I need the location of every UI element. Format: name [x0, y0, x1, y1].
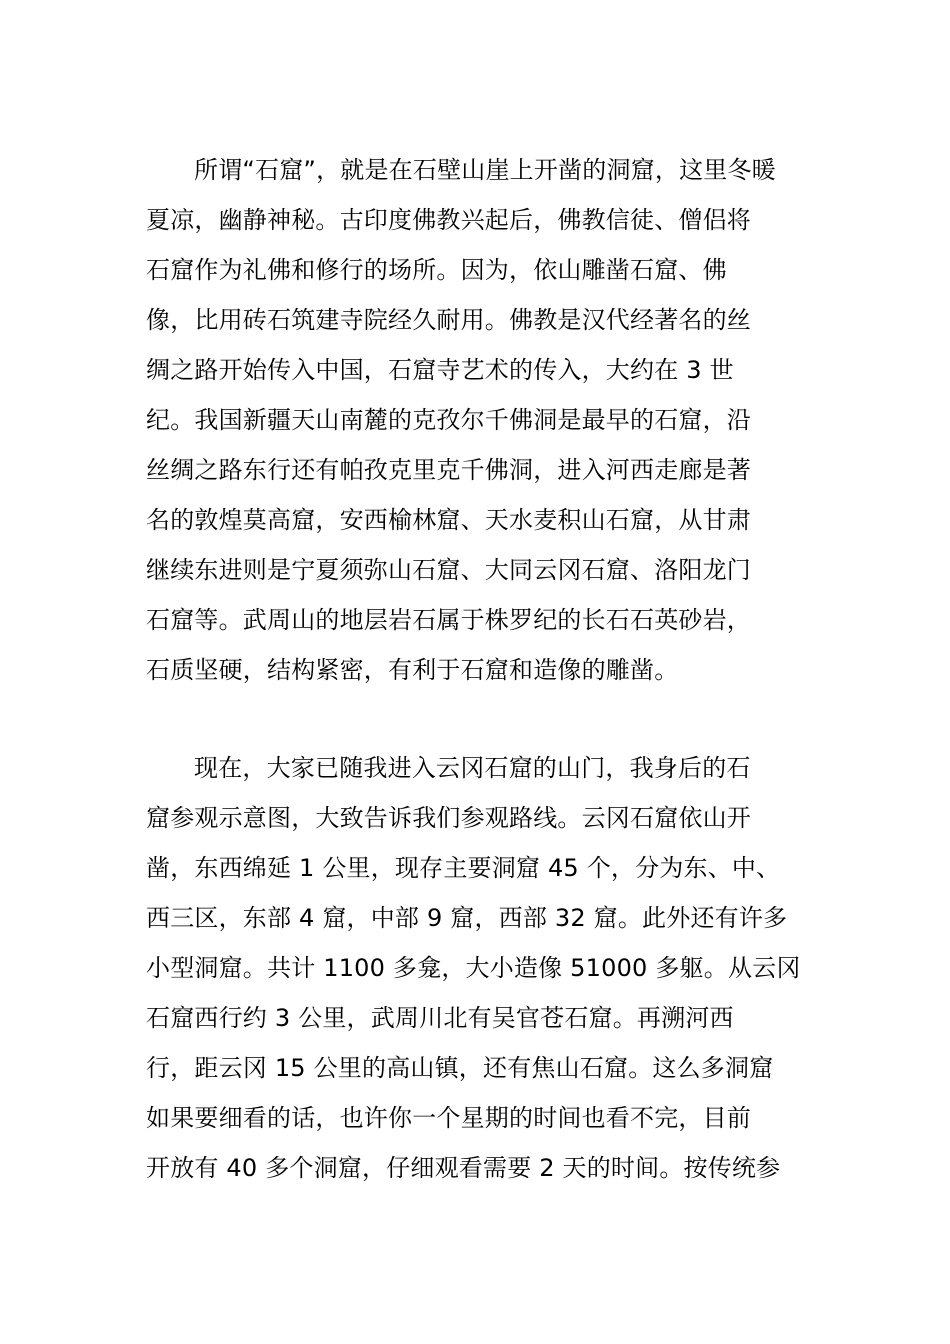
text-line: 绸之路开始传入中国，石窟寺艺术的传入，大约在 3 世 — [146, 356, 734, 384]
text-line: 石质坚硬，结构紧密，有利于石窟和造像的雕凿。 — [146, 656, 679, 684]
text-line: 西三区，东部 4 窟，中部 9 窟，西部 32 窟。此外还有许多 — [146, 904, 788, 932]
text-line: 如果要细看的话，也许你一个星期的时间也看不完，目前 — [146, 1104, 751, 1132]
text-line: 丝绸之路东行还有帕孜克里克千佛洞，进入河西走廊是著 — [146, 456, 751, 484]
text-line: 小型洞窟。共计 1100 多龛，大小造像 51000 多躯。从云冈 — [146, 954, 801, 982]
text-line: 凿，东西绵延 1 公里，现存主要洞窟 45 个，分为东、中、 — [146, 854, 781, 882]
text-line: 窟参观示意图，大致告诉我们参观路线。云冈石窟依山开 — [146, 804, 751, 832]
text-line: 像，比用砖石筑建寺院经久耐用。佛教是汉代经著名的丝 — [146, 306, 751, 334]
text-line: 石窟西行约 3 公里，武周川北有吴官苍石窟。再溯河西 — [146, 1004, 734, 1032]
text-line: 名的敦煌莫高窟，安西榆林窟、天水麦积山石窟，从甘肃 — [146, 506, 751, 534]
text-line: 石窟等。武周山的地层岩石属于株罗纪的长石石英砂岩， — [146, 606, 751, 634]
text-line: 继续东进则是宁夏须弥山石窟、大同云冈石窟、洛阳龙门 — [146, 556, 751, 584]
text-line: 现在，大家已随我进入云冈石窟的山门，我身后的石 — [194, 754, 751, 782]
paragraph-yungang-tour — [146, 748, 826, 1198]
text-line: 开放有 40 多个洞窟，仔细观看需要 2 天的时间。按传统参 — [146, 1154, 781, 1182]
text-line: 夏凉，幽静神秘。古印度佛教兴起后，佛教信徒、僧侣将 — [146, 206, 751, 234]
text-line: 石窟作为礼佛和修行的场所。因为，依山雕凿石窟、佛 — [146, 256, 727, 284]
text-line: 纪。我国新疆天山南麓的克孜尔千佛洞是最早的石窟，沿 — [146, 406, 751, 434]
paragraph-stone-caves-intro — [146, 150, 826, 700]
text-line: 所谓“石窟”，就是在石壁山崖上开凿的洞窟，这里冬暖 — [194, 156, 776, 184]
text-line: 行，距云冈 15 公里的高山镇，还有焦山石窟。这么多洞窟 — [146, 1054, 774, 1082]
